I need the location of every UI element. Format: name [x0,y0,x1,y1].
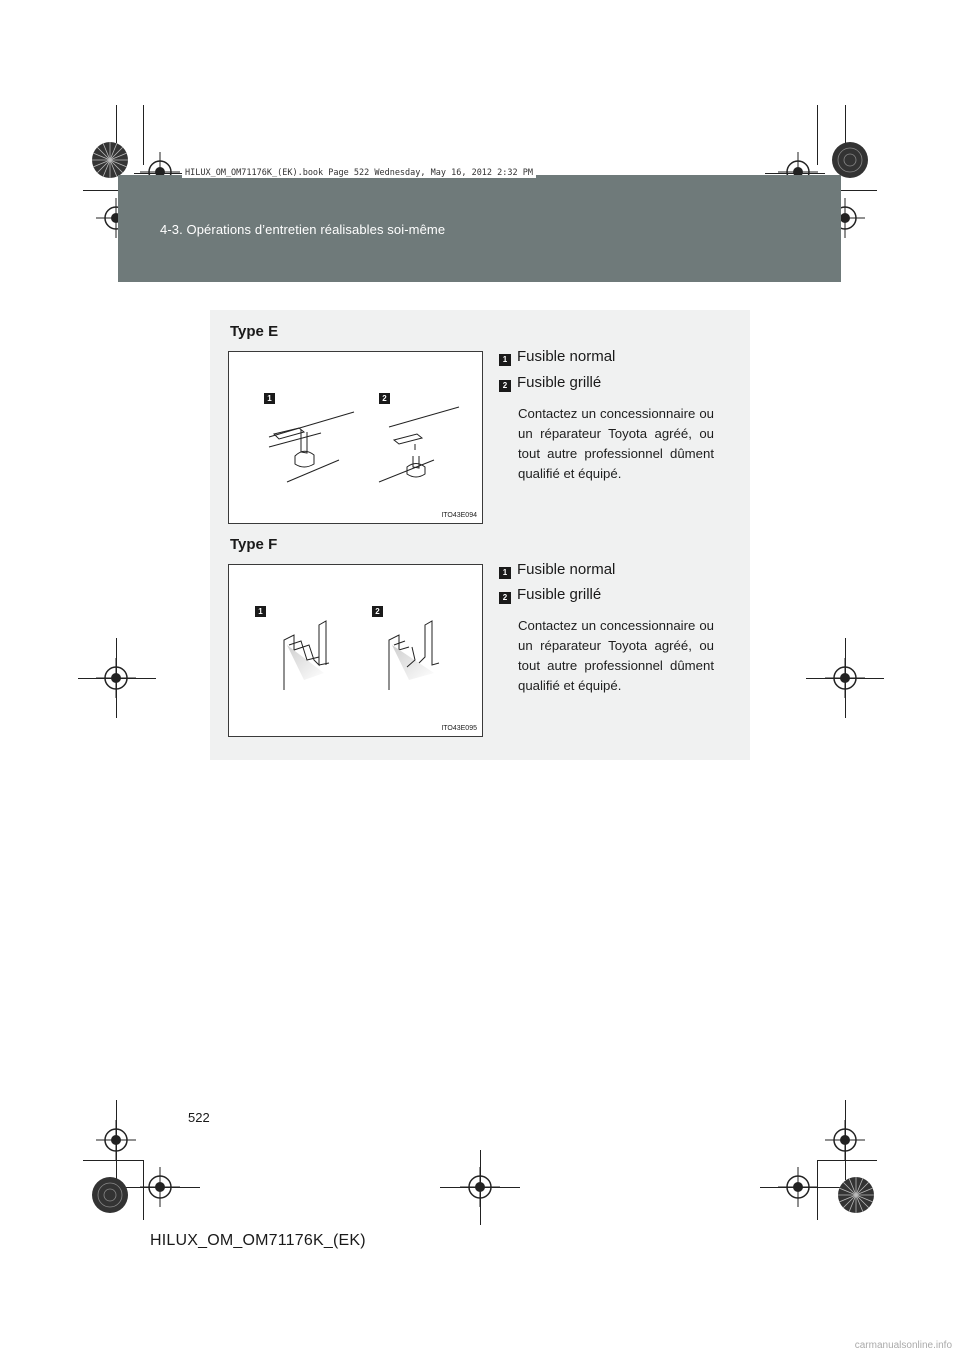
page-number: 522 [188,1110,210,1125]
list-item [499,374,601,392]
list-item [499,561,615,579]
starburst-mark-icon [90,1175,130,1215]
crop-line [817,1160,877,1161]
watermark: carmanualsonline.info [854,1340,952,1351]
type-f-title: Type F [230,536,278,553]
callout-2: 2 [379,393,390,404]
starburst-mark-icon [836,1175,876,1215]
item-number: 2 [499,592,511,604]
item-label: Fusible normal [517,348,616,365]
list-item [499,586,601,604]
item-number: 1 [499,567,511,579]
callout-1: 1 [255,606,266,617]
fuse-illustration-type-f [229,565,484,738]
registration-mark-icon [825,658,865,698]
registration-mark-icon [96,658,136,698]
registration-mark-icon [825,1120,865,1160]
item-number: 1 [499,354,511,366]
print-slug: HILUX_OM_OM71176K_(EK).book Page 522 Wednesday, May 16, 2012 2:32 PM [182,168,536,178]
fuse-figure-type-f [228,564,483,737]
crop-line [83,1160,143,1161]
item-label: Fusible grillé [517,586,602,603]
fuse-illustration-type-e [229,352,484,525]
type-e-title: Type E [230,323,279,340]
registration-mark-icon [778,1167,818,1207]
registration-mark-icon [460,1167,500,1207]
fuse-figure-type-e [228,351,483,524]
starburst-mark-icon [90,140,130,180]
crop-line [116,105,117,145]
figure-code: ITO43E094 [441,512,477,519]
note-text: Contactez un concessionnaire ou un réparateur Toyota agréé, ou tout autre professionnel dûment qualifié et équipé. [518,618,714,693]
document-code: HILUX_OM_OM71176K_(EK) [150,1232,366,1249]
callout-1: 1 [264,393,275,404]
callout-2: 2 [372,606,383,617]
note-text: Contactez un concessionnaire ou un réparateur Toyota agréé, ou tout autre professionnel dûment qualifié et équipé. [518,406,714,481]
item-label: Fusible grillé [517,374,602,391]
list-item [499,348,615,366]
crop-line [845,105,846,145]
registration-mark-icon [96,1120,136,1160]
item-number: 2 [499,380,511,392]
figure-code: ITO43E095 [441,725,477,732]
starburst-mark-icon [830,140,870,180]
registration-mark-icon [140,1167,180,1207]
item-label: Fusible normal [517,561,616,578]
section-title: 4-3. Opérations d’entretien réalisables soi-même [160,222,446,237]
